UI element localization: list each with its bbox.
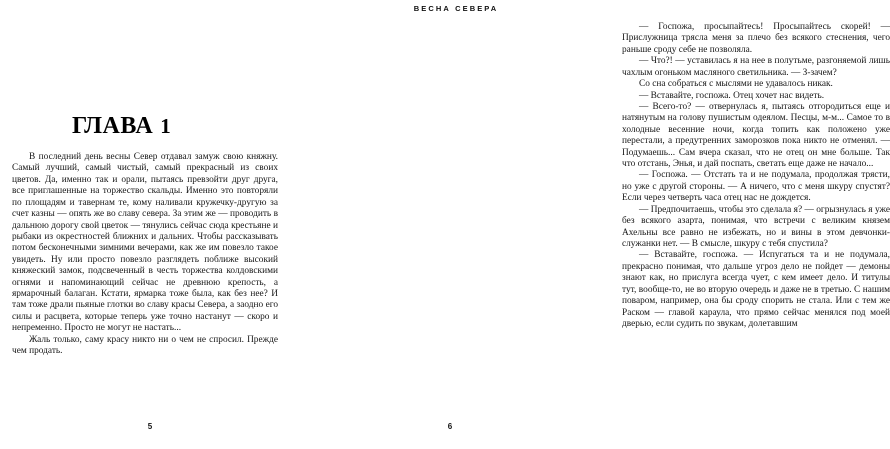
chapter-title-number: 1 [160,114,172,138]
running-head-left-blank [12,0,278,16]
running-head: ВЕСНА СЕВЕРА [413,4,499,13]
chapter-title [0,114,171,138]
paragraph: — Что?! — уставилась я на нее в полутьме, разгоняемой лишь чахлым огоньком масляного светильника. — З-зачем? [622,56,890,78]
paragraph: — Госпожа. — Отстать та и не подумала, продолжая трясти, но уже с другой стороны. — А ничего, что с меня шкуру спустят? Если через четверть часа отец нас не дождется. [622,170,890,204]
page-number-left-value: 5 [147,422,153,431]
paragraph: — Госпожа, просыпайтесь! Просыпайтесь скорей! — Прислужница трясла меня за плечо без всякого стеснения, чего раньше сроду себе не позволяла. [622,22,890,55]
page-right [300,0,890,449]
paragraph: В последний день весны Север отдавал замуж свою княжну. Самый лучший, самый чистый, самый прекрасный из своих цветов. Да, именно так и орали, пытаясь превзойти друг друга, все приглашенные на торжество скальды. Именно это повторяли по площадям и тавернам те, кому наливали кружечку-другую за счет казны — опять же во славу севера. За этим же — проводить в дальнюю дорогу свой цветок — тянулись сейчас сюда крестьяне и рыбаки из окрестностей ближних и дальних. Чтобы рассказывать потом бесконечными зимними вечерами, как же им повезло такое увидеть. Ну или просто повезло разглядеть поближе высокий княжеский замок, подсвеченный в честь торжества колдовскими огнями и напоминающий сейчас не древнюю крепость, а ярмарочный балаган. Кстати, ярмарка тоже была, как без нее? И там тоже драли пьяные глотки во славу красы Севера, а заодно его силы и расцвета, которые теперь уже точно настанут — скоро и непременно. Просто не могут не настать... [12,152,278,334]
left-page-body [12,152,278,358]
right-page-body [622,22,890,330]
paragraph: — Всего-то? — отвернулась я, пытаясь отгородиться еще и натянутым на голову пушистым одеялом. Песцы, м-м... Самое то в холодные весенние ночи, когда топить как положено уже перестали, а предутренних заморозков пока никто не отменял. — Подумаешь... Сам вчера сказал, что не отец он мне больше. Так что отстань, Энья, и дай поспать, светать еще даже не начало... [622,101,890,170]
paragraph: — Вставайте, госпожа. Отец хочет нас видеть. [639,90,825,101]
paragraph: Жаль только, саму красу никто ни о чем не спросил. Прежде чем продать. [12,334,278,357]
page-left [0,0,300,449]
page-number-left [0,422,300,431]
paragraph: Со сна собраться с мыслями не удавалось никак. [639,79,833,90]
paragraph: — Вставайте, госпожа. — Испугаться та и не подумала, прекрасно понимая, что дальше угроз дело не пойдет — демоны знают как, но прислуга всегда чует, с кем имеет дело. И титулы тут, вообще-то, не во вторую очередь и даже не в третью. С нашим поваром, например, она бы сроду спорить не стала. Или с тем же Раском — главой караула, что прямо сейчас менялся под моей дверью, если судить по звукам, долетавшим [622,250,890,329]
page-number-right-value: 6 [447,422,453,431]
page-number-right [300,422,600,431]
paragraph: — Предпочитаешь, чтобы это сделала я? — огрызнулась я уже без всякого азарта, понимая, что встречи с великим князем Ахельны все равно не избежать, но и вины в этом девчонки-служанки нет. — В смысле, шкуру с тебя спустила? [622,204,890,250]
chapter-title-word: ГЛАВА [72,113,154,139]
